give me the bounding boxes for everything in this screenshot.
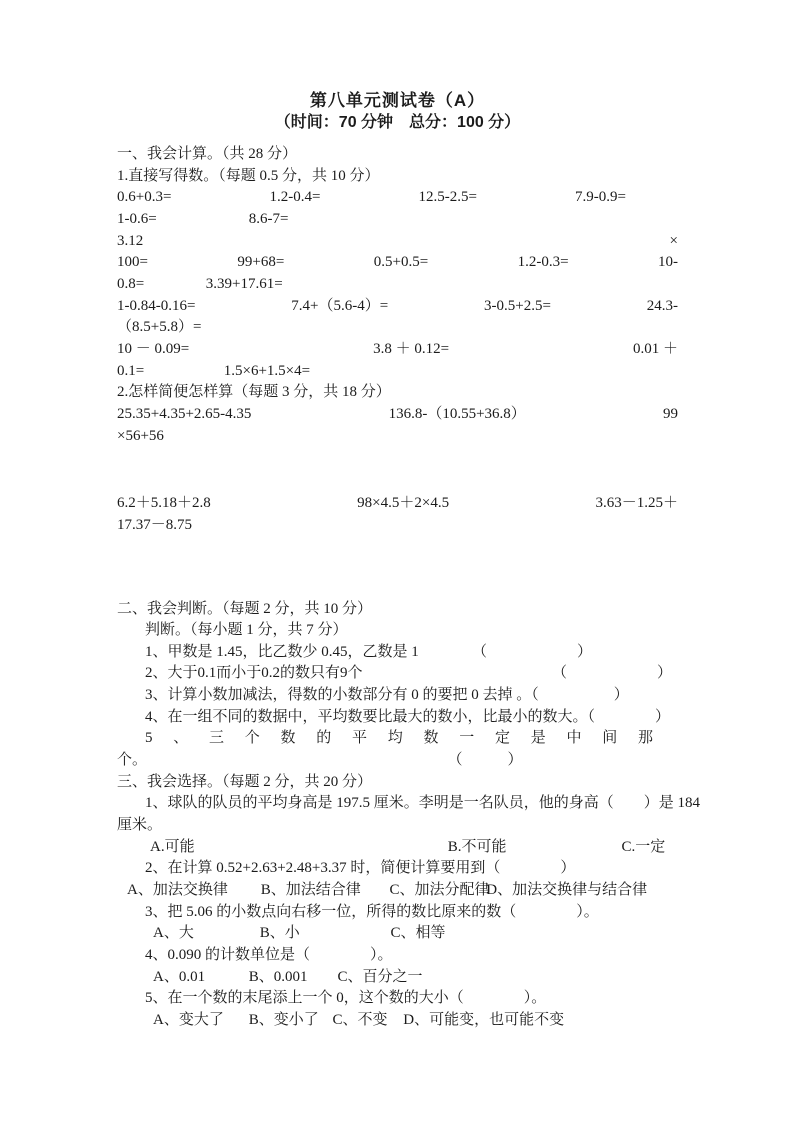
choice-option: A、0.01 bbox=[153, 968, 206, 985]
choice-option: A、加法交换律 bbox=[127, 882, 228, 899]
paper-content bbox=[117, 90, 701, 1032]
q2-heading: 2.怎样简便怎样算（每题 3 分，共 18 分） bbox=[117, 384, 391, 401]
choice-option: C.一定 bbox=[621, 838, 666, 855]
choice-option: B.不可能 bbox=[447, 838, 507, 855]
calc-expression: 10- bbox=[657, 254, 678, 271]
answer-bracket: （ ） bbox=[471, 643, 592, 660]
calc-row-9 bbox=[117, 361, 678, 383]
answer-bracket: （ ） bbox=[531, 687, 629, 704]
calc-expression: 12.5-2.5= bbox=[418, 189, 477, 206]
calc-expression: 3.8 ＋ 0.12= bbox=[373, 340, 450, 357]
calc-expression: 3-0.5+2.5= bbox=[484, 297, 551, 314]
choice-option: C、百分之一 bbox=[337, 968, 423, 985]
calc-expression: 24.3- bbox=[646, 297, 678, 314]
choice-question-text: 5、在一个数的末尾添上一个 0，这个数的大小（ ）。 bbox=[145, 990, 547, 1007]
calc-expression: 1.2-0.3= bbox=[517, 254, 569, 271]
judge-item-text: 个。 bbox=[117, 752, 148, 769]
calc-expression: 99 bbox=[662, 405, 678, 422]
judge-item-text: 4、在一组不同的数据中，平均数要比最大的数小，比最小的数大。 bbox=[145, 708, 588, 725]
simplify-row-1 bbox=[117, 404, 678, 426]
calc-expression: 7.4+（5.6-4）= bbox=[291, 297, 389, 314]
calc-expression: 136.8-（10.55+36.8） bbox=[388, 405, 526, 422]
choice-option: A.可能 bbox=[150, 838, 195, 855]
choice-option: B、0.001 bbox=[248, 968, 308, 985]
choice-question-1 bbox=[117, 793, 701, 815]
calc-expression: 8.6-7= bbox=[248, 210, 289, 227]
calc-expression: 98×4.5＋2×4.5 bbox=[357, 495, 450, 512]
calc-expression: 3.39+17.61= bbox=[205, 275, 283, 292]
simplify-row-4 bbox=[117, 515, 678, 537]
choice-question-text: 1、球队的队员的平均身高是 197.5 厘米。李明是一名队员，他的身高（ ）是 184 bbox=[145, 795, 701, 812]
choice-question-text: 2、在计算 0.52+2.63+2.48+3.37 时，简便计算要用到（ ） bbox=[145, 860, 576, 877]
choice-question-text: 3、把 5.06 的小数点向右移一位，所得的数比原来的数（ ）。 bbox=[145, 903, 599, 920]
paper-subtitle: （时间：70 分钟 总分：100 分） bbox=[274, 114, 521, 131]
q1-heading: 1.直接写得数。（每题 0.5 分，共 10 分） bbox=[117, 167, 380, 184]
choice-question-4 bbox=[117, 945, 678, 967]
choice-options-5 bbox=[117, 1010, 678, 1032]
calc-expression: 0.5+0.5= bbox=[373, 254, 429, 271]
calc-expression: 25.35+4.35+2.65-4.35 bbox=[117, 405, 252, 422]
calc-expression: 99+68= bbox=[237, 254, 285, 271]
calc-expression: 1.2-0.4= bbox=[269, 189, 321, 206]
calc-expression: 1-0.84-0.16= bbox=[117, 297, 196, 314]
calc-row-4 bbox=[117, 252, 678, 274]
choice-option: D、加法交换律与结合律 bbox=[486, 882, 648, 899]
calc-row-5 bbox=[117, 274, 678, 296]
choice-question-text: 4、0.090 的计数单位是（ ）。 bbox=[145, 947, 393, 963]
choice-option: A、变大了 bbox=[153, 1011, 224, 1028]
calc-row-2 bbox=[117, 209, 678, 231]
calc-row-7 bbox=[117, 317, 678, 339]
judge-item-3 bbox=[117, 685, 678, 707]
calc-row-3 bbox=[117, 231, 678, 253]
choice-options-3 bbox=[117, 923, 678, 945]
answer-bracket: （ ） bbox=[551, 665, 672, 682]
judge-item-text: 5 、 三 个 数 的 平 均 数 一 定 是 中 间 那 bbox=[145, 730, 654, 747]
calc-expression: 7.9-0.9= bbox=[575, 189, 626, 206]
multiply-sign: × bbox=[669, 232, 678, 249]
judge-item-5-line2 bbox=[117, 750, 678, 772]
choice-question-5 bbox=[117, 988, 678, 1010]
simplify-row-2 bbox=[117, 426, 678, 448]
calc-expression: 3.12 bbox=[117, 232, 144, 249]
section-three-heading: 三、我会选择。（每题 2 分，共 20 分） bbox=[117, 773, 373, 790]
choice-option: D、可能变，也可能不变 bbox=[403, 1011, 565, 1028]
choice-question-3 bbox=[117, 902, 678, 924]
judge-item-5-line1 bbox=[117, 728, 678, 750]
paper-title: 第八单元测试卷（A） bbox=[309, 91, 486, 110]
judge-item-2 bbox=[117, 663, 678, 685]
choice-options-1 bbox=[117, 837, 678, 859]
judge-item-text: 1、甲数是 1.45，比乙数少 0.45，乙数是 1 bbox=[145, 643, 419, 660]
calc-expression: 1.5×6+1.5×4= bbox=[223, 362, 311, 379]
work-space bbox=[117, 447, 678, 493]
judge-item-4 bbox=[117, 707, 678, 729]
answer-bracket: （ ） bbox=[587, 708, 671, 725]
calc-expression: 100= bbox=[117, 254, 148, 271]
judge-item-text: 2、大于0.1而小于0.2的数只有9个 bbox=[145, 665, 363, 682]
choice-option: C、不变 bbox=[332, 1011, 388, 1028]
choice-question-2 bbox=[117, 858, 678, 880]
choice-question-1-wrap bbox=[117, 815, 678, 837]
choice-option: B、加法结合律 bbox=[260, 882, 361, 899]
work-space bbox=[117, 537, 678, 599]
calc-row-1 bbox=[117, 187, 678, 209]
choice-option: B、小 bbox=[259, 925, 300, 942]
judge-subheading: 判断。（每小题 1 分，共 7 分） bbox=[145, 622, 348, 639]
section-two-heading: 二、我会判断。（每题 2 分，共 10 分） bbox=[117, 600, 373, 617]
calc-expression: 6.2＋5.18＋2.8 bbox=[117, 495, 211, 512]
choice-option: A、大 bbox=[153, 925, 194, 942]
judge-item-text: 3、计算小数加减法，得数的小数部分有 0 的要把 0 去掉 。 bbox=[145, 687, 532, 704]
choice-option: C、相等 bbox=[390, 925, 446, 942]
choice-options-2 bbox=[117, 880, 678, 902]
answer-bracket: （ ） bbox=[455, 752, 523, 769]
choice-option: C、加法分配律 bbox=[389, 882, 490, 899]
calc-expression: 0.1= bbox=[117, 362, 145, 379]
calc-expression: 10 － 0.09= bbox=[117, 340, 190, 357]
judge-item-1 bbox=[117, 642, 678, 664]
calc-expression: （8.5+5.8）= bbox=[117, 319, 202, 336]
choice-question-text: 厘米。 bbox=[117, 817, 163, 834]
calc-row-8 bbox=[117, 339, 678, 361]
simplify-row-3 bbox=[117, 493, 678, 515]
calc-expression: 0.8= bbox=[117, 275, 145, 292]
calc-expression: 3.63－1.25＋ bbox=[595, 495, 678, 512]
section-one-heading: 一、我会计算。（共 28 分） bbox=[117, 146, 298, 162]
choice-options-4 bbox=[117, 967, 678, 989]
calc-expression: 0.01 ＋ bbox=[632, 340, 678, 357]
calc-expression: 1-0.6= bbox=[117, 210, 157, 227]
calc-row-6 bbox=[117, 296, 678, 318]
calc-expression: 17.37－8.75 bbox=[117, 516, 193, 533]
calc-expression: ×56+56 bbox=[117, 427, 164, 444]
calc-expression: 0.6+0.3= bbox=[117, 189, 172, 206]
choice-option: B、变小了 bbox=[248, 1011, 319, 1028]
